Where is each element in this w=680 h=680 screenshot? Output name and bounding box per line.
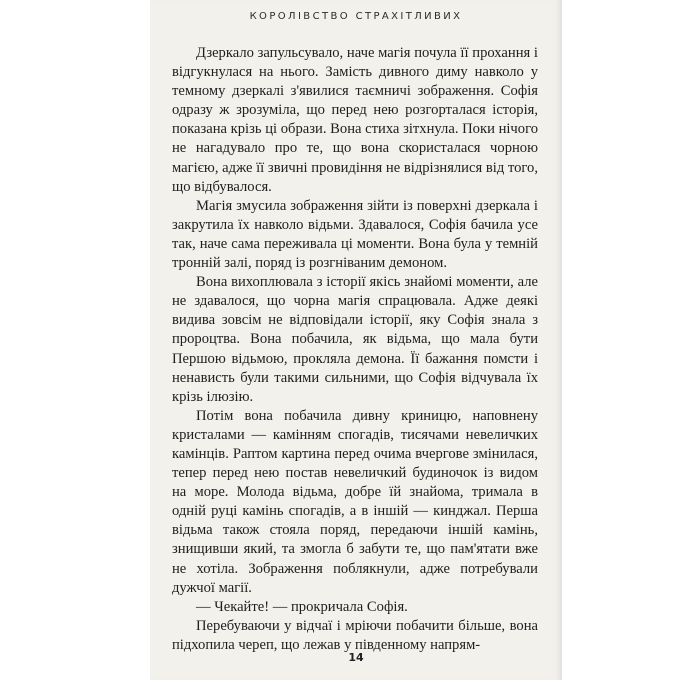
- page-number: 14: [348, 651, 364, 664]
- book-page: [150, 0, 562, 680]
- paragraph: Перебуваючи у відчаї і мріючи побачити більше, вона підхопила череп, що лежав у південному напрям-: [172, 617, 538, 653]
- paragraph: Дзеркало запульсувало, наче магія почула її прохання і відгукнулася на нього. Замість дивного диму навколо у темному дзеркалі з'явилися таємничі зображення. Софія одразу ж зрозуміла, що перед нею розгорталася історія, показана крізь ці образи. Вона стиха зітхнула. Поки нічого не нагадувало про те, що вона скористалася чорною магією, адже її звичні провидіння не відрізнялися від того, що відбувалося.: [172, 45, 538, 195]
- paragraph: Потім вона побачила дивну криницю, наповнену кристалами — камінням спогадів, тисячами невеличких камінців. Раптом картина перед очима вчергове змінилася, тепер перед нею постав невеличкий будиночок із видом на море. Молода відьма, добре їй знайома, тримала в одній руці камінь спогадів, а в іншій — кинджал. Перша відьма також стояла поряд, передаючи іншій камінь, знищивши який, та змогла б забути те, що пам'ятати вже не хотіла. Зображення поблякнули, адже потребували дужчої магії.: [172, 407, 538, 596]
- paragraph: Магія змусила зображення зійти із поверхні дзеркала і закрутила їх навколо відьми. Здавалося, Софія бачила усе так, наче сама переживала ці моменти. Вона була у темній тронній залі, поряд із розгніваним демоном.: [172, 197, 538, 272]
- paragraph: Вона вихоплювала з історії якісь знайомі моменти, але не здавалося, що чорна магія спрацювала. Адже деякі видива зовсім не відповідали історії, яку Софія знала з пророцтва. Вона побачила, як відьма, що мала бути Першою відьмою, прокляла демона. Її бажання помсти і ненависть були такими сильними, що Софія відчувала їх крізь ілюзію.: [172, 274, 538, 405]
- dialogue-line: — Чекайте! — прокричала Софія.: [196, 598, 408, 615]
- running-head: КОРОЛІВСТВО СТРАХІТЛИВИХ: [249, 11, 463, 22]
- body-text: [172, 44, 538, 655]
